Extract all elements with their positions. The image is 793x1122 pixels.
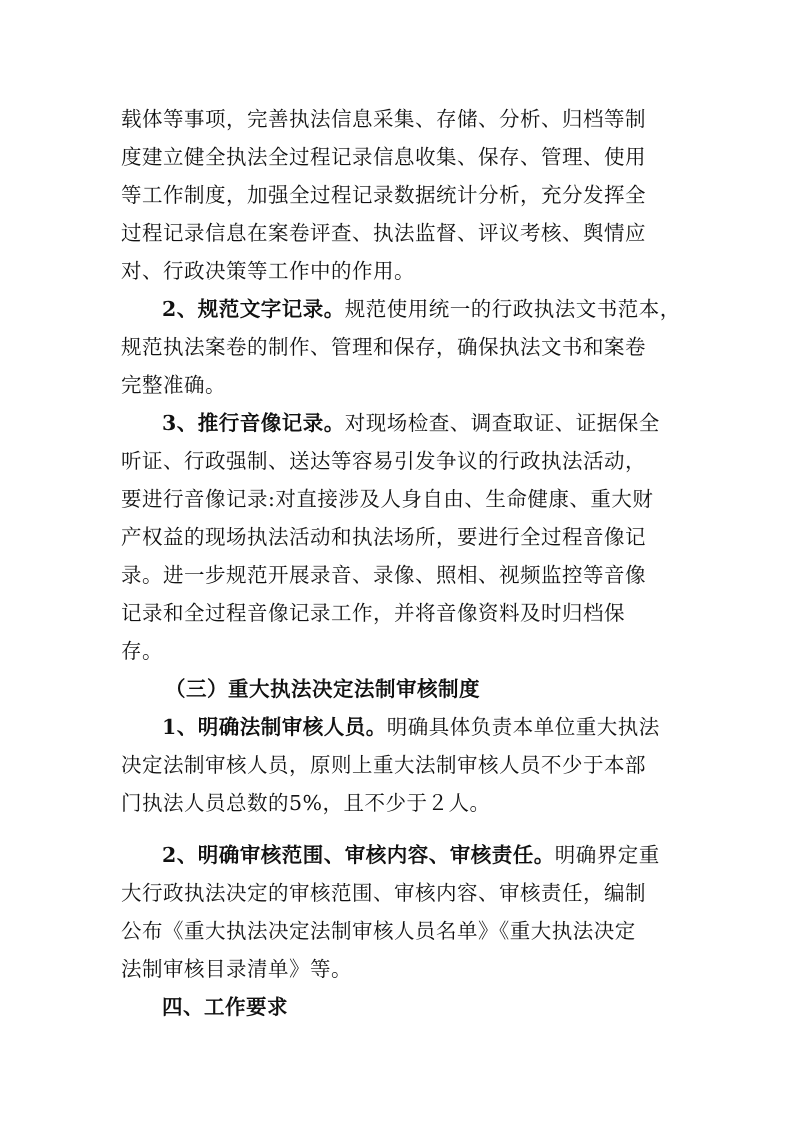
paragraph-line: 要进行音像记录:对直接涉及人身自由、生命健康、重大财 [121, 487, 654, 511]
paragraph-line: 过程记录信息在案卷评查、执法监督、评议考核、舆情应 [121, 221, 646, 245]
item-2-first-line [162, 294, 722, 324]
item-3-text: 对现场检查、调查取证、证据保全 [344, 411, 660, 435]
item-3-first-line [162, 408, 722, 438]
paragraph-line: 决定法制审核人员，原则上重大法制审核人员不少于本部 [121, 753, 646, 777]
paragraph-line: 听证、行政强制、送达等容易引发争议的行政执法活动， [121, 449, 646, 473]
paragraph-line: 等工作制度，加强全过程记录数据统计分析，充分发挥全 [121, 183, 646, 207]
paragraph-line: 度建立健全执法全过程记录信息收集、保存、管理、使用 [121, 145, 646, 169]
item-3-2-text: 明确界定重 [554, 843, 660, 867]
paragraph-line: 录。进一步规范开展录音、录像、照相、视频监控等音像 [121, 563, 646, 587]
item-3-2-heading: 2、明确审核范围、审核内容、审核责任。 [162, 843, 555, 867]
paragraph-line: 法制审核目录清单》等。 [121, 957, 352, 981]
paragraph-line: 对、行政决策等工作中的作用。 [121, 259, 415, 283]
paragraph-line: 载体等事项，完善执法信息采集、存储、分析、归档等制 [121, 107, 646, 131]
paragraph-line: 规范执法案卷的制作、管理和保存，确保执法文书和案卷 [121, 335, 646, 359]
item-3-1-heading: 1、明确法制审核人员。 [162, 715, 387, 739]
paragraph-line: 公布《重大执法决定法制审核人员名单》《重大执法决定 [121, 919, 636, 943]
paragraph-line: 门执法人员总数的5%，且不少于２人。 [121, 791, 491, 815]
paragraph-line: 存。 [121, 639, 163, 663]
item-3-heading: 3、推行音像记录。 [162, 411, 345, 435]
paragraph-line: 完整准确。 [121, 373, 226, 397]
section-3-heading: （三）重大执法决定法制审核制度 [165, 677, 480, 701]
item-3-2-first-line [162, 840, 722, 870]
paragraph-line: 记录和全过程音像记录工作，并将音像资料及时归档保 [121, 601, 625, 625]
item-2-text: 规范使用统一的行政执法文书范本， [344, 297, 681, 321]
item-3-1-first-line [162, 712, 722, 742]
section-4-heading: 四、工作要求 [162, 995, 288, 1019]
item-3-1-text: 明确具体负责本单位重大执法 [386, 715, 660, 739]
paragraph-line: 产权益的现场执法活动和执法场所，要进行全过程音像记 [121, 525, 646, 549]
item-2-heading: 2、规范文字记录。 [162, 297, 345, 321]
paragraph-line: 大行政执法决定的审核范围、审核内容、审核责任，编制 [121, 881, 646, 905]
